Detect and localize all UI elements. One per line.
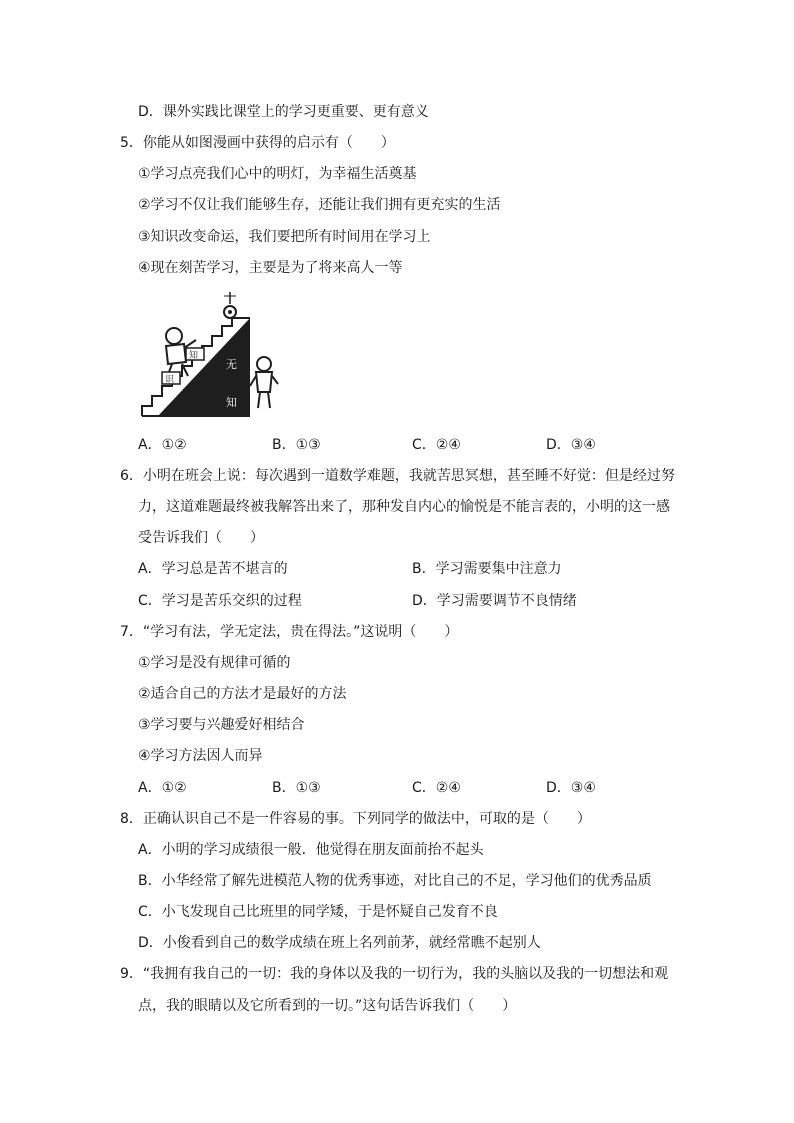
q7-item-3: ③学习要与兴趣爱好相结合 (138, 717, 305, 733)
q8-option-a: A．小明的学习成绩很一般．他觉得在朋友面前抬不起头 (138, 842, 484, 858)
q6-option-c: C．学习是苦乐交织的过程 (138, 593, 302, 609)
q5-stem: 5．你能从如图漫画中获得的启示有（ ） (120, 135, 395, 151)
q5-option-d: D．③④ (546, 437, 596, 453)
q5-item-3: ③知识改变命运，我们要把所有时间用在学习上 (138, 229, 431, 245)
q7-item-2: ②适合自己的方法才是最好的方法 (138, 686, 347, 702)
q9-stem-line-1: 9．“我拥有我自己的一切：我的身体以及我的一切行为，我的头脑以及我的一切想法和观 (120, 966, 669, 982)
q5-item-4: ④现在刻苦学习，主要是为了将来高人一等 (138, 260, 403, 276)
svg-text:知: 知 (226, 396, 237, 409)
q7-option-d: D．③④ (546, 780, 596, 796)
q6-stem-line-3: 受告诉我们（ ） (138, 530, 264, 546)
cartoon-staircase-knowledge-icon (138, 288, 280, 420)
svg-text:无: 无 (226, 358, 237, 371)
svg-text:知: 知 (189, 351, 199, 361)
q7-item-1: ①学习是没有规律可循的 (138, 655, 291, 671)
q9-stem-line-2: 点，我的眼睛以及它所看到的一切。”这句话告诉我们（ ） (138, 998, 517, 1014)
q6-stem-line-2: 力，这道难题最终被我解答出来了，那种发自内心的愉悦是不能言表的，小明的这一感 (138, 499, 670, 515)
q7-item-4: ④学习方法因人而异 (138, 748, 263, 764)
q4-option-d: D．课外实践比课堂上的学习更重要、更有意义 (138, 104, 429, 120)
q5-item-2: ②学习不仅让我们能够生存，还能让我们拥有更充实的生活 (138, 197, 501, 213)
q6-option-a: A．学习总是苦不堪言的 (138, 561, 288, 577)
q5-option-b: B．①③ (272, 437, 321, 453)
q8-option-b: B．小华经常了解先进模范人物的优秀事迹，对比自己的不足，学习他们的优秀品质 (138, 873, 652, 889)
q6-option-b: B．学习需要集中注意力 (412, 561, 562, 577)
svg-text:识: 识 (165, 375, 175, 385)
q7-option-b: B．①③ (272, 780, 321, 796)
q7-option-c: C．②④ (412, 780, 461, 796)
q5-item-1: ①学习点亮我们心中的明灯，为幸福生活奠基 (138, 166, 417, 182)
q6-option-d: D．学习需要调节不良情绪 (412, 593, 577, 609)
q7-option-a: A．①② (138, 780, 187, 796)
q8-option-d: D．小俊看到自己的数学成绩在班上名列前茅，就经常瞧不起别人 (138, 935, 541, 951)
q6-stem-line-1: 6．小明在班会上说：每次遇到一道数学难题，我就苦思冥想，甚至睡不好觉：但是经过努 (120, 468, 675, 484)
q8-stem: 8．正确认识自己不是一件容易的事。下列同学的做法中，可取的是（ ） (120, 811, 591, 827)
q5-option-c: C．②④ (412, 437, 461, 453)
q5-option-a: A．①② (138, 437, 187, 453)
q8-option-c: C．小飞发现自己比班里的同学矮，于是怀疑自己发育不良 (138, 904, 498, 920)
q7-stem: 7．“学习有法，学无定法，贵在得法。”这说明（ ） (120, 624, 459, 640)
